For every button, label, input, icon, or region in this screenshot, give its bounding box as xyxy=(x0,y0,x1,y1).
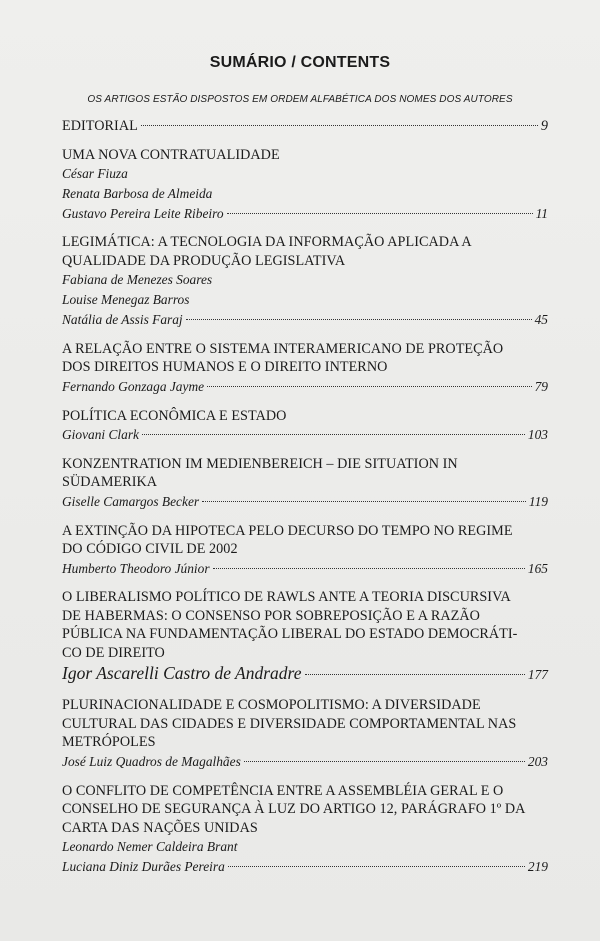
page-number: 103 xyxy=(527,427,548,443)
toc-entry-title: A RELAÇÃO ENTRE O SISTEMA INTERAMERICANO DE PROTEÇÃO xyxy=(62,340,504,357)
dot-leader xyxy=(244,761,525,762)
page-number: 9 xyxy=(540,118,548,134)
toc-author-row xyxy=(62,559,548,579)
toc-entry xyxy=(62,782,548,877)
dot-leader xyxy=(213,568,525,569)
author-name: Giselle Camargos Becker xyxy=(62,493,200,509)
toc-entry-title: A EXTINÇÃO DA HIPOTECA PELO DECURSO DO TEMPO NO REGIME xyxy=(62,522,513,539)
toc-entry-title: QUALIDADE DA PRODUÇÃO LEGISLATIVA xyxy=(62,252,346,269)
toc-entry xyxy=(62,407,548,445)
author-name: César Fiuza xyxy=(62,166,128,181)
toc-entry-title: CONSELHO DE SEGURANÇA À LUZ DO ARTIGO 12, PARÁGRAFO 1º DA xyxy=(62,801,526,818)
author-name: Giovani Clark xyxy=(62,427,139,443)
page-number: 119 xyxy=(528,493,548,509)
toc-entry-title: KONZENTRATION IM MEDIENBEREICH – DIE SITUATION IN xyxy=(62,455,458,472)
toc-entry-title: CARTA DAS NAÇÕES UNIDAS xyxy=(62,819,258,836)
author-name: Luciana Diniz Durães Pereira xyxy=(62,859,225,875)
page-number: 45 xyxy=(534,311,548,327)
toc-entry xyxy=(62,696,548,771)
toc-entry-title: POLÍTICA ECONÔMICA E ESTADO xyxy=(62,407,287,424)
toc-author-row xyxy=(62,377,548,397)
page-number: 177 xyxy=(527,667,548,683)
toc-entry-title: DOS DIREITOS HUMANOS E O DIREITO INTERNO xyxy=(62,359,388,376)
toc-entry-title: LEGIMÁTICA: A TECNOLOGIA DA INFORMAÇÃO APLICADA A xyxy=(62,234,472,251)
toc-entry xyxy=(62,522,548,579)
page-number: 219 xyxy=(527,859,548,875)
toc-author-row xyxy=(62,425,548,445)
page-subtitle: OS ARTIGOS ESTÃO DISPOSTOS EM ORDEM ALFABÉTICA DOS NOMES DOS AUTORES xyxy=(87,94,513,105)
toc-author-row xyxy=(62,492,548,512)
toc-entry xyxy=(62,588,548,686)
author-name: Renata Barbosa de Almeida xyxy=(62,185,213,201)
author-name: Fernando Gonzaga Jayme xyxy=(62,378,205,394)
toc-title-row xyxy=(62,117,548,136)
toc-entry-title: PLURINACIONALIDADE E COSMOPOLITISMO: A DIVERSIDADE xyxy=(62,697,481,714)
toc-author-row xyxy=(62,752,548,772)
toc-entry-title: PÚBLICA NA FUNDAMENTAÇÃO LIBERAL DO ESTADO DEMOCRÁTI- xyxy=(62,626,518,643)
toc-entry xyxy=(62,340,548,397)
toc-entry-title: EDITORIAL xyxy=(62,118,138,134)
toc-entry-title: SÜDAMERIKA xyxy=(62,474,158,491)
toc-entry-title: METRÓPOLES xyxy=(62,734,156,751)
toc-author-row xyxy=(62,310,548,330)
dot-leader xyxy=(228,866,525,867)
toc-author-row xyxy=(62,662,548,686)
toc-entry-title: O LIBERALISMO POLÍTICO DE RAWLS ANTE A TEORIA DISCURSIVA xyxy=(62,589,511,606)
author-name: Humberto Theodoro Júnior xyxy=(62,560,210,576)
toc-entry xyxy=(62,233,548,329)
author-name: Natália de Assis Faraj xyxy=(62,311,183,327)
author-name: Leonardo Nemer Caldeira Brant xyxy=(62,839,238,855)
dot-leader xyxy=(227,213,533,214)
page-number: 165 xyxy=(527,560,548,576)
toc-entry-title: DE HABERMAS: O CONSENSO POR SOBREPOSIÇÃO E A RAZÃO xyxy=(62,607,480,624)
toc-entry-title: O CONFLITO DE COMPETÊNCIA ENTRE A ASSEMBLÉIA GERAL E O xyxy=(62,782,504,799)
author-name: José Luiz Quadros de Magalhães xyxy=(62,753,241,769)
toc-entry-title: DO CÓDIGO CIVIL DE 2002 xyxy=(62,541,238,558)
dot-leader xyxy=(186,319,532,320)
page-number: 79 xyxy=(534,378,548,394)
table-of-contents xyxy=(62,117,548,877)
toc-author-row xyxy=(62,204,548,224)
toc-author-row xyxy=(62,857,548,877)
toc-entry-title: CULTURAL DAS CIDADES E DIVERSIDADE COMPORTAMENTAL NAS xyxy=(62,715,517,732)
toc-entry xyxy=(62,117,548,136)
toc-entry xyxy=(62,146,548,224)
toc-entry xyxy=(62,455,548,512)
toc-entry-title: CO DE DIREITO xyxy=(62,644,165,661)
dot-leader xyxy=(305,674,525,675)
dot-leader xyxy=(141,125,538,126)
author-name: Gustavo Pereira Leite Ribeiro xyxy=(62,205,224,221)
author-name: Louise Menegaz Barros xyxy=(62,292,190,308)
toc-entry-title: UMA NOVA CONTRATUALIDADE xyxy=(62,146,280,163)
dot-leader xyxy=(202,501,526,502)
author-name: Fabiana de Menezes Soares xyxy=(62,272,213,288)
page-number: 11 xyxy=(535,205,548,221)
dot-leader xyxy=(142,434,525,435)
page-number: 203 xyxy=(527,753,548,769)
page-title: SUMÁRIO / CONTENTS xyxy=(209,54,391,71)
author-name: Igor Ascarelli Castro de Andradre xyxy=(62,663,302,684)
dot-leader xyxy=(207,386,532,387)
